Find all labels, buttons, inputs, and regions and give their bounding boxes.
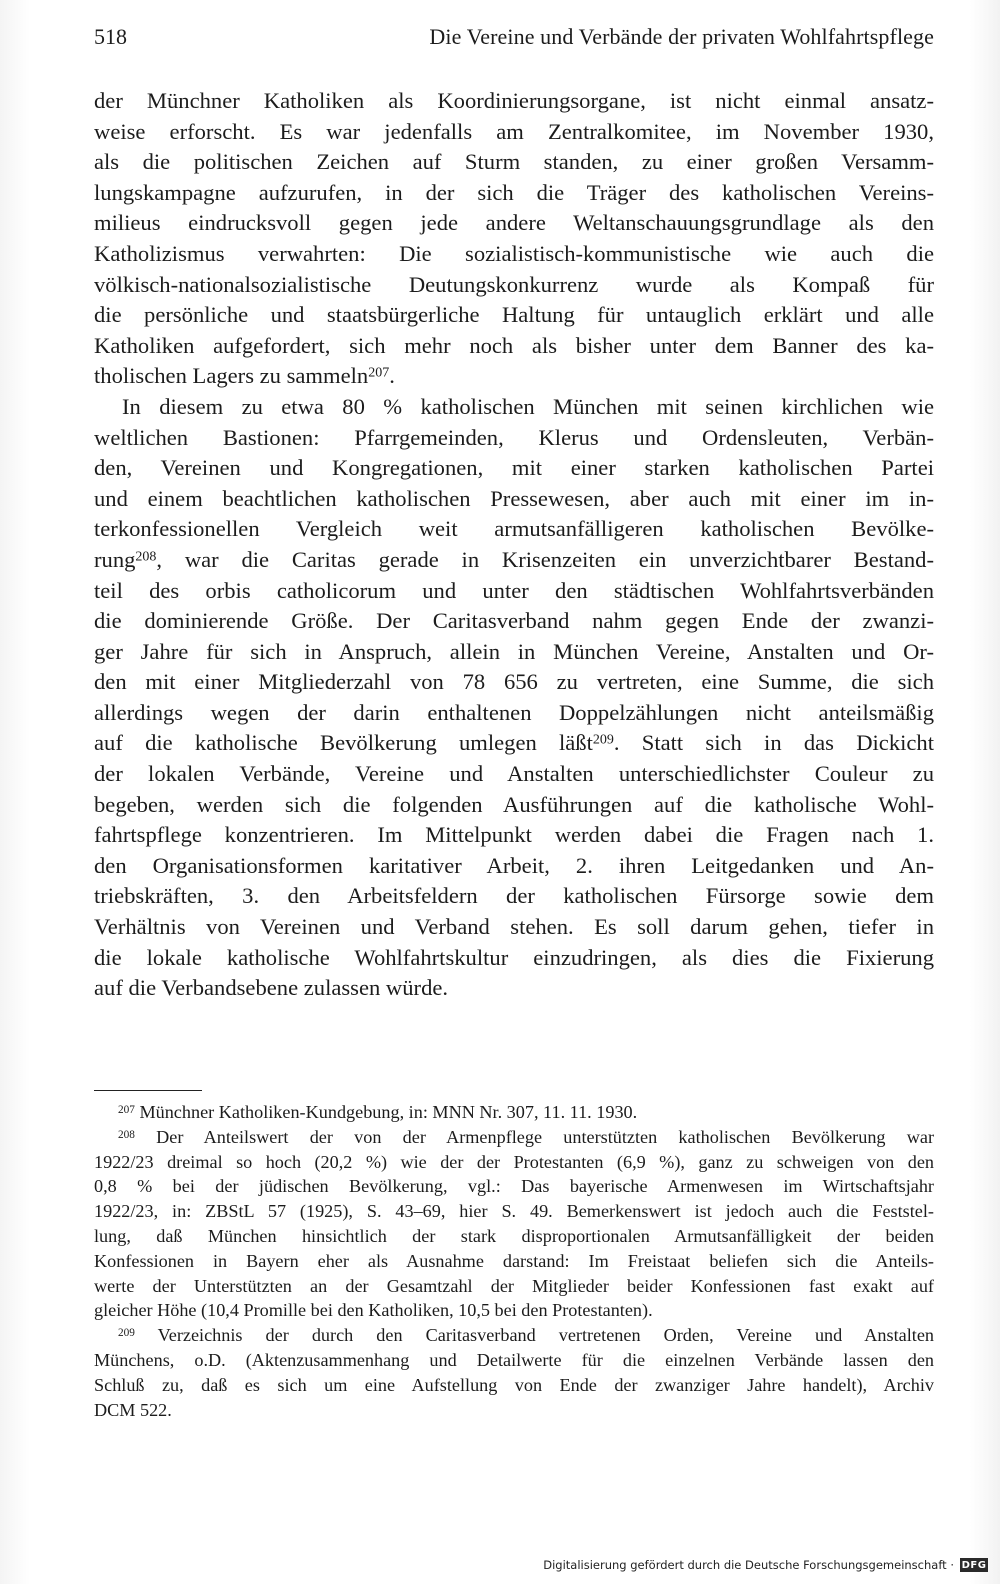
footnote-line [94,1125,934,1150]
text-line: Katholizismus verwahrten: Die sozialistisch-kommunistische wie auch die [94,240,934,266]
running-head: Die Vereine und Verbände der privaten Wohlfahrtspflege [429,24,934,49]
footnote-ref-207[interactable]: 207 [368,366,390,382]
text-line [94,392,934,423]
digitization-note: Digitalisierung gefördert durch die Deutsche Forschungsgemeinschaft · [543,1558,954,1572]
footnote-209 [94,1323,934,1422]
text-segment: In diesem zu etwa 80 % katholischen München mit seinen kirchlichen wie [122,393,934,419]
text-line: teil des orbis catholicorum und unter den städtischen Wohlfahrtsverbänden [94,577,934,603]
text-segment: . Statt sich in das Dickicht [613,730,934,756]
footnote-ref-209[interactable]: 209 [592,733,614,749]
text-line: die persönliche und staatsbürgerliche Haltung für untauglich erklärt und alle [94,302,934,328]
text-line: den Organisationsformen karitativer Arbeit, 2. ihren Leitgedanken und An- [94,852,934,878]
footnote-line: DCM 522. [94,1399,172,1420]
footnote-line: Münchens, o.D. (Aktenzusammenhang und Detailwerte für die einzelnen Verbände lassen den [94,1349,934,1370]
text-line: den, Vereinen und Kongregationen, mit einer starken katholischen Partei [94,455,934,481]
footnote-line: 1922/23 dreimal so hoch (20,2 %) wie der der Protestanten (6,9 %), ganz zu schweigen von den [94,1151,934,1172]
dfg-logo-icon: DFG [961,1559,987,1571]
footnote-ref-208[interactable]: 208 [135,549,157,565]
footnote-line: werte der Unterstützten an der Gesamtzahl der Mitglieder beider Konfessionen fast exakt auf [94,1275,934,1296]
footnote-208 [94,1125,934,1323]
footnote-line: 1922/23, in: ZBStL 57 (1925), S. 43–69, hier S. 49. Bemerkenswert ist jedoch auch die Feststel- [94,1201,934,1222]
footnote-line: lung, daß München hinsichtlich der stark disproportionalen Armutsanfälligkeit der beiden [94,1225,934,1246]
text-line: den mit einer Mitgliederzahl von 78 656 zu vertreten, eine Summe, die sich [94,669,934,695]
text-line: die dominierende Größe. Der Caritasverband nahm gegen Ende der zwanzi- [94,608,934,634]
page-header [94,24,934,54]
digitization-footer [543,1554,988,1576]
text-segment: Verzeichnis der durch den Caritasverband vertretenen Orden, Vereine und Anstalten [157,1325,934,1346]
text-segment: . [389,363,395,389]
footnote-line [94,1323,934,1348]
text-segment: Münchner Katholiken-Kundgebung, in: MNN Nr. 307, 11. 11. 1930. [139,1102,638,1122]
text-line: lungskampagne aufzurufen, in der sich die Träger des katholischen Vereins- [94,179,934,205]
text-line: ger Jahre für sich in Anspruch, allein in München Vereine, Anstalten und Or- [94,638,934,664]
text-segment: auf die katholische Bevölkerung umlegen läßt [94,730,593,756]
footnote-207 [94,1100,934,1125]
main-text [94,86,934,1004]
text-segment: rung [94,546,136,572]
footnote-line: 0,8 % bei der jüdischen Bevölkerung, vgl.: Das bayerische Armenwesen im Wirtschaftsjahr [94,1176,934,1197]
text-segment: Der Anteilswert der von der Armenpflege unterstützten katholischen Bevölkerung war [156,1126,935,1147]
footnote-separator [94,1090,202,1091]
text-segment: , war die Caritas gerade in Krisenzeiten ein unverzichtbarer Bestand- [156,546,934,572]
footnotes [94,1100,934,1422]
footnote-line: gleicher Höhe (10,4 Promille bei den Katholiken, 10,5 bei den Protestanten). [94,1300,653,1321]
text-line: und einem beachtlichen katholischen Pressewesen, aber auch mit einer im in- [94,485,934,511]
text-line: Katholiken aufgefordert, sich mehr noch als bisher unter dem Banner des ka- [94,332,934,358]
text-line: als die politischen Zeichen auf Sturm standen, zu einer großen Versamm- [94,149,934,175]
footnote-number: 208 [118,1128,135,1141]
text-line: terkonfessionellen Vergleich weit armutsanfälligeren katholischen Bevölke- [94,516,934,542]
paragraph-1 [94,86,934,392]
paragraph-2 [94,392,934,1004]
text-line [94,545,934,576]
text-line: milieus eindrucksvoll gegen jede andere Weltanschauungsgrundlage als den [94,210,934,236]
text-line: auf die Verbandsebene zulassen würde. [94,975,449,1001]
footnote-line: Schluß zu, daß es sich um eine Aufstellung von Ende der zwanziger Jahre handelt), Archiv [94,1374,934,1395]
footnote-line: Konfessionen in Bayern eher als Ausnahme darstand: Im Freistaat beliefen sich die Anteils- [94,1250,934,1271]
text-line: triebskräften, 3. den Arbeitsfeldern der katholischen Fürsorge sowie dem [94,883,934,909]
text-line [94,361,934,392]
text-line: der lokalen Verbände, Vereine und Anstalten unterschiedlichster Couleur zu [94,761,934,787]
text-line: begeben, werden sich die folgenden Ausführungen auf die katholische Wohl- [94,791,934,817]
text-line: fahrtspflege konzentrieren. Im Mittelpunkt werden dabei die Fragen nach 1. [94,822,934,848]
text-line [94,728,934,759]
text-line: Verhältnis von Vereinen und Verband stehen. Es soll darum gehen, tiefer in [94,914,934,940]
text-line: die lokale katholische Wohlfahrtskultur einzudringen, als dies die Fixierung [94,944,934,970]
page-number: 518 [94,24,127,49]
text-segment: tholischen Lagers zu sammeln [94,363,369,389]
text-line: weise erforscht. Es war jedenfalls am Zentralkomitee, im November 1930, [94,118,934,144]
text-line: weltlichen Bastionen: Pfarrgemeinden, Klerus und Ordensleuten, Verbän- [94,424,934,450]
footnote-number: 209 [118,1327,135,1340]
text-line: allerdings wegen der darin enthaltenen Doppelzählungen nicht anteilsmäßig [94,699,934,725]
text-line: der Münchner Katholiken als Koordinierungsorgane, ist nicht einmal ansatz- [94,88,934,113]
text-line: völkisch-nationalsozialistische Deutungskonkurrenz wurde als Kompaß für [94,271,934,297]
footnote-number: 207 [118,1103,135,1116]
footnote-line [94,1100,934,1125]
